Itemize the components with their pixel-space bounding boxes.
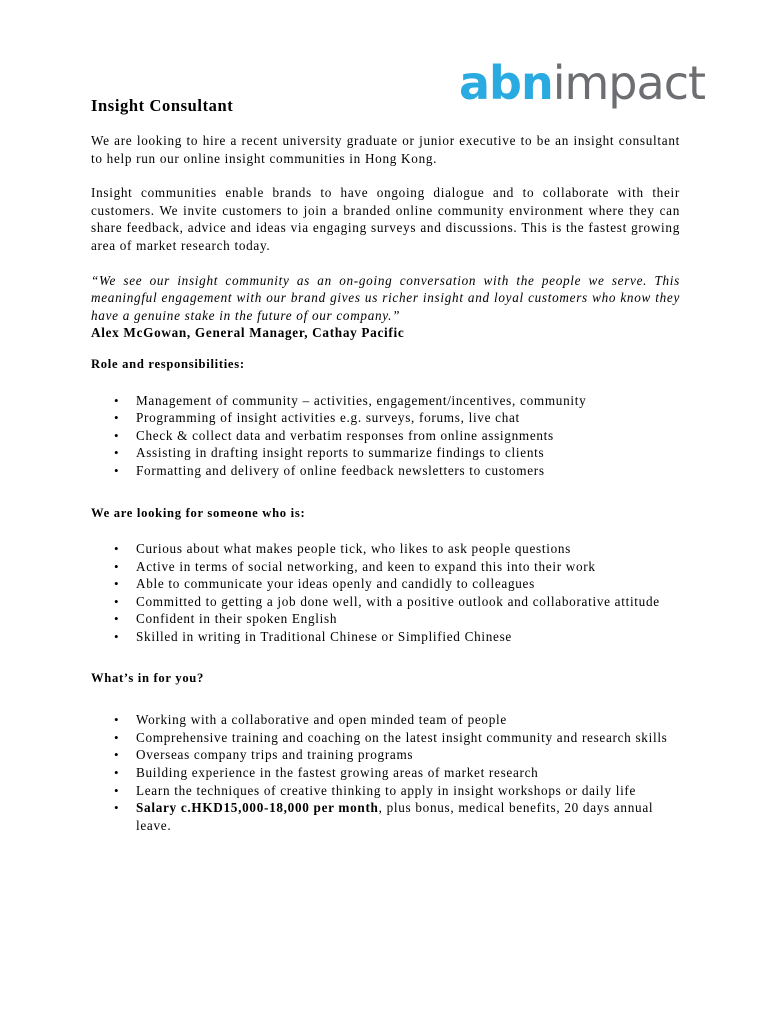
list-item-text: Working with a collaborative and open minded team of people xyxy=(136,712,507,728)
list-item xyxy=(91,729,680,747)
list-item xyxy=(91,409,680,427)
bullet-icon: • xyxy=(114,576,120,592)
list-item xyxy=(91,593,680,611)
list-item-text: Overseas company trips and training programs xyxy=(136,747,414,763)
salary-range: Salary c.HKD15,000-18,000 per month xyxy=(136,800,379,816)
bullet-icon: • xyxy=(114,747,120,763)
logo-impact: impact xyxy=(552,56,706,110)
bullet-icon: • xyxy=(114,445,120,461)
bullet-icon: • xyxy=(114,410,120,426)
list-item-text: Confident in their spoken English xyxy=(136,611,338,627)
benefits-heading: What’s in for you? xyxy=(91,670,205,685)
looking-heading: We are looking for someone who is: xyxy=(91,505,306,520)
bullet-icon: • xyxy=(114,462,120,478)
roles-list xyxy=(91,392,680,480)
bullet-icon: • xyxy=(114,611,120,627)
bullet-icon: • xyxy=(114,800,120,816)
list-item-text: Active in terms of social networking, and keen to expand this into their work xyxy=(136,558,596,574)
bullet-icon: • xyxy=(114,541,120,557)
list-item xyxy=(91,711,680,729)
list-item-text: Check & collect data and verbatim responses from online assignments xyxy=(136,427,554,443)
list-item-text: Able to communicate your ideas openly and candidly to colleagues xyxy=(136,576,535,592)
bullet-icon: • xyxy=(114,629,120,645)
testimonial-quote: “We see our insight community as an on-going conversation with the people we serve. This meaningful engagement with our brand gives us richer insight and loyal customers who know they have a genuine stake in the future of our company.” xyxy=(91,272,680,323)
document-body xyxy=(91,96,680,834)
list-item xyxy=(91,427,680,445)
list-item xyxy=(91,782,680,800)
list-item-text: Management of community – activities, engagement/incentives, community xyxy=(136,392,587,408)
benefits-list xyxy=(91,711,680,834)
list-item-text: Formatting and delivery of online feedback newsletters to customers xyxy=(136,462,545,478)
list-item xyxy=(91,628,680,646)
bullet-icon: • xyxy=(114,729,120,745)
list-item xyxy=(91,558,680,576)
list-item xyxy=(91,392,680,410)
list-item-text: Assisting in drafting insight reports to summarize findings to clients xyxy=(136,445,545,461)
list-item-text: Skilled in writing in Traditional Chinese or Simplified Chinese xyxy=(136,629,512,645)
description-paragraph: Insight communities enable brands to have ongoing dialogue and to collaborate with their customers. We invite customers to join a branded online community environment where they can share feedback, advice and ideas via engaging surveys and discussions. This is the fastest growing area of market research today. xyxy=(91,185,680,253)
page-title: Insight Consultant xyxy=(91,96,234,115)
roles-heading: Role and responsibilities: xyxy=(91,356,245,371)
bullet-icon: • xyxy=(114,782,120,798)
list-item-text: Committed to getting a job done well, with a positive outlook and collaborative attitude xyxy=(136,593,660,609)
list-item-text: Comprehensive training and coaching on the latest insight community and research skills xyxy=(136,729,668,745)
logo-abn: abn xyxy=(459,56,553,110)
list-item-text: Building experience in the fastest growing areas of market research xyxy=(136,765,539,781)
list-item-text: Learn the techniques of creative thinking to apply in insight workshops or daily life xyxy=(136,782,637,798)
list-item xyxy=(91,462,680,480)
list-item-text: Programming of insight activities e.g. surveys, forums, live chat xyxy=(136,410,520,426)
looking-list xyxy=(91,540,680,646)
list-item xyxy=(91,444,680,462)
bullet-icon: • xyxy=(114,593,120,609)
bullet-icon: • xyxy=(114,392,120,408)
list-item xyxy=(91,764,680,782)
list-item xyxy=(91,746,680,764)
list-item xyxy=(91,540,680,558)
salary-extras: , plus bonus, medical benefits, 20 days annual leave. xyxy=(136,800,654,833)
bullet-icon: • xyxy=(114,558,120,574)
salary-item xyxy=(91,799,680,834)
list-item xyxy=(91,575,680,593)
list-item-text: Curious about what makes people tick, who likes to ask people questions xyxy=(136,541,572,557)
quote-attribution: Alex McGowan, General Manager, Cathay Pacific xyxy=(91,325,405,341)
bullet-icon: • xyxy=(114,712,120,728)
bullet-icon: • xyxy=(114,765,120,781)
intro-paragraph: We are looking to hire a recent university graduate or junior executive to be an insight consultant to help run our online insight communities in Hong Kong. xyxy=(91,133,680,166)
list-item xyxy=(91,610,680,628)
bullet-icon: • xyxy=(114,427,120,443)
